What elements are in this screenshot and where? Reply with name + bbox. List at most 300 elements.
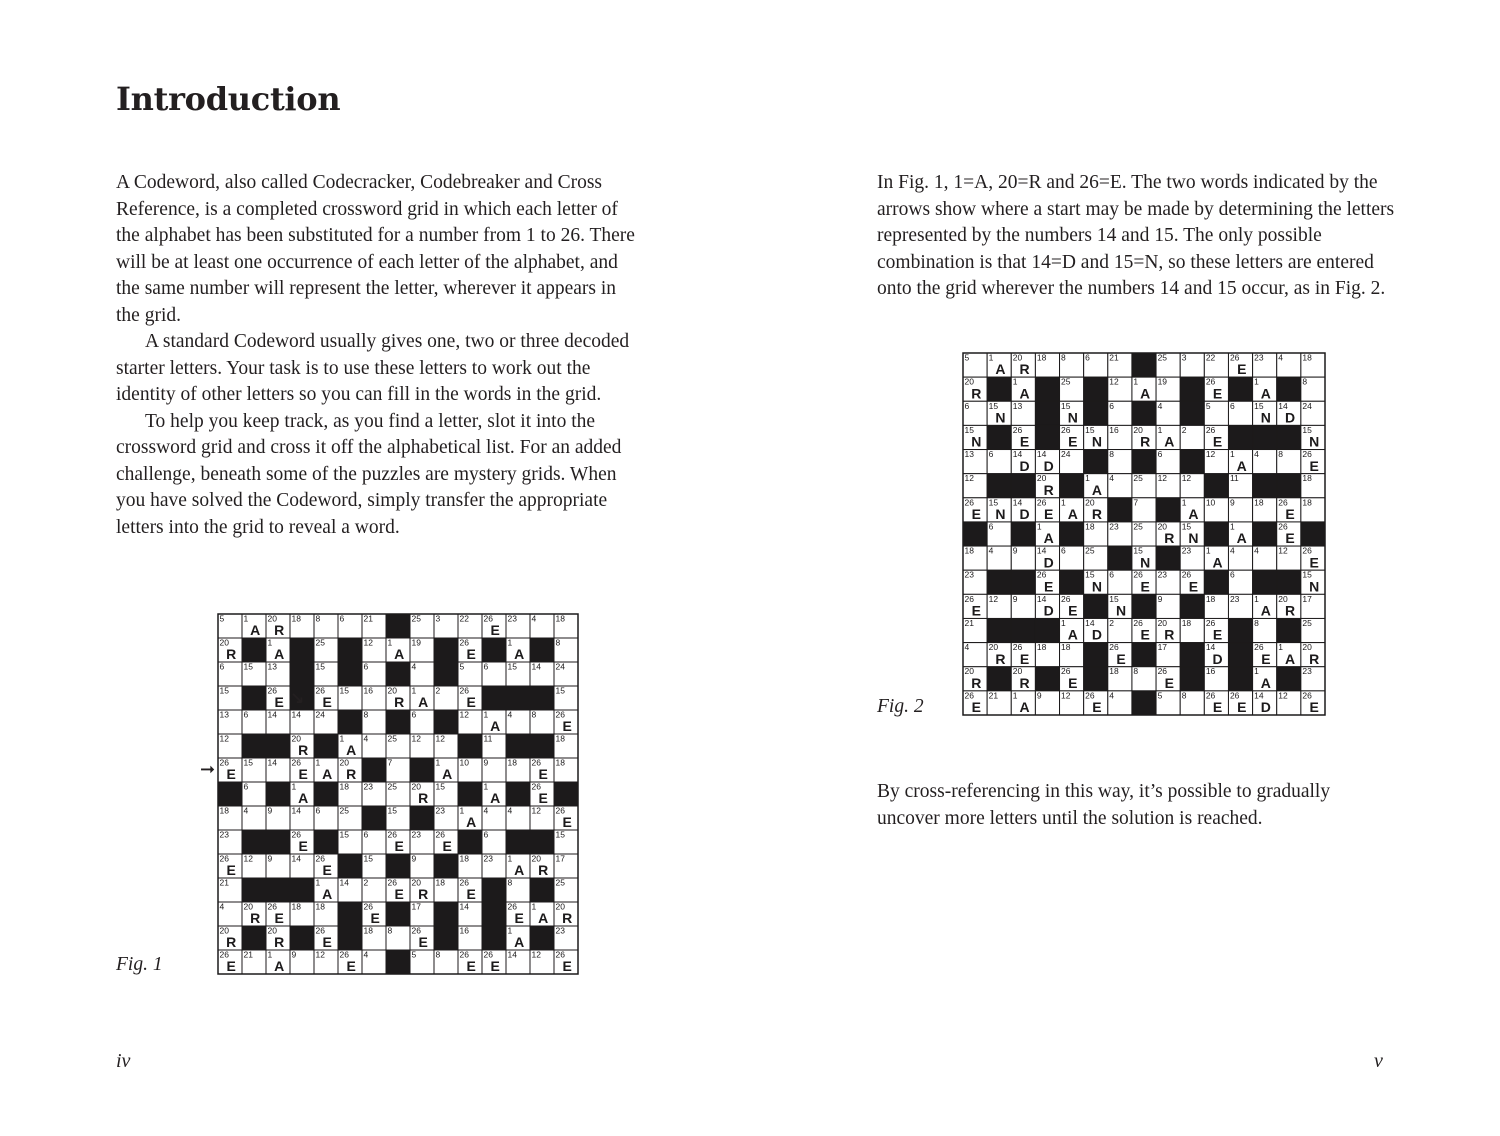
fig1-cell-number: 26 <box>267 901 277 912</box>
fig2-cell-letter: A <box>1019 385 1030 402</box>
fig1-cell-number: 17 <box>411 901 421 912</box>
fig1-cell-number: 23 <box>411 829 421 840</box>
fig2-cell-letter: R <box>1309 650 1320 667</box>
fig1-black-cell <box>290 878 314 902</box>
fig1-black-cell <box>242 686 266 710</box>
fig2-black-cell <box>1253 522 1277 546</box>
fig1-black-cell <box>530 926 554 950</box>
fig2-black-cell <box>987 667 1011 691</box>
fig2-cell-number: 20 <box>1302 642 1312 653</box>
fig2-cell-number: 18 <box>1085 521 1095 532</box>
fig1-cell-number: 26 <box>459 685 469 696</box>
fig1-cell-letter: E <box>490 622 500 639</box>
fig1-cell-number: 8 <box>387 925 393 936</box>
fig1-cell-number: 6 <box>363 661 369 672</box>
fig1-cell-number: 15 <box>387 805 397 816</box>
fig2-cell-letter: A <box>1212 554 1223 571</box>
fig2-black-cell <box>1011 618 1035 642</box>
fig1-cell-number: 21 <box>363 613 373 624</box>
fig1-cell-number: 15 <box>555 685 565 696</box>
fig1-cell-letter: A <box>274 958 285 975</box>
fig2-cell-letter: A <box>1043 530 1054 547</box>
fig2-black-cell <box>987 570 1011 594</box>
fig2-cell-number: 26 <box>1302 690 1312 701</box>
fig2-cell-letter: E <box>1068 602 1078 619</box>
fig1-cell-number: 25 <box>387 733 397 744</box>
fig1-cell-number: 4 <box>411 661 417 672</box>
fig1-black-cell <box>218 782 242 806</box>
fig2-cell-number: 15 <box>1085 569 1095 580</box>
fig2-cell-number: 26 <box>1254 642 1264 653</box>
fig1-cell-letter: A <box>514 646 525 663</box>
fig2-cell-number: 5 <box>964 352 970 363</box>
fig1-cell-number: 18 <box>555 613 565 624</box>
fig1-cell-number: 18 <box>363 925 373 936</box>
fig2-black-cell <box>1084 667 1108 691</box>
fig2-cell-letter: E <box>1044 506 1054 523</box>
fig1-cell-number: 18 <box>459 853 469 864</box>
fig2-label: Fig. 2 <box>877 696 924 717</box>
fig2-black-cell <box>1180 594 1204 618</box>
fig2-cell-number: 25 <box>1133 521 1143 532</box>
fig1-black-cell <box>362 758 386 782</box>
fig1-cell-number: 25 <box>315 637 325 648</box>
fig1-cell-number: 21 <box>219 877 229 888</box>
fig2-cell-number: 3 <box>1181 352 1187 363</box>
fig2-black-cell <box>1277 618 1301 642</box>
fig2-cell-number: 26 <box>1036 569 1047 580</box>
fig1-cell-number: 26 <box>219 853 229 864</box>
fig1-label: Fig. 1 <box>116 954 163 975</box>
fig1-cell-number: 9 <box>267 805 273 816</box>
fig2-cell-number: 4 <box>964 642 970 653</box>
fig1-black-cell <box>338 926 362 950</box>
fig1-cell-number: 12 <box>243 853 253 864</box>
fig2-cell-letter: E <box>1164 674 1175 691</box>
fig1-cell-number: 26 <box>291 829 301 840</box>
fig2-cell-number: 15 <box>1109 593 1119 604</box>
fig1-cell-number: 15 <box>339 829 349 840</box>
fig1-cell-letter: E <box>370 910 380 927</box>
fig2-cell-number: 20 <box>1085 497 1095 508</box>
fig1-cell-number: 12 <box>411 733 421 744</box>
fig1-cell-number: 12 <box>435 733 445 744</box>
fig2-cell-number: 18 <box>1302 497 1312 508</box>
fig2-black-cell <box>1228 643 1252 667</box>
fig2-cell-number: 26 <box>1012 642 1023 653</box>
fig2-black-cell <box>1277 570 1301 594</box>
fig2-cell-number: 18 <box>964 545 974 556</box>
fig1-cell-number: 1 <box>243 613 249 624</box>
fig1-cell-number: 18 <box>315 901 325 912</box>
fig2-black-cell <box>1204 570 1228 594</box>
fig2-cell-number: 1 <box>1229 449 1235 460</box>
fig1-black-cell <box>386 854 410 878</box>
fig2-cell-number: 23 <box>1181 545 1192 556</box>
fig2-cell-number: 26 <box>1205 424 1216 435</box>
fig2-cell-number: 26 <box>1181 569 1192 580</box>
fig2-cell-number: 26 <box>1157 666 1168 677</box>
fig2-cell-number: 25 <box>1157 352 1168 363</box>
fig2-black-cell <box>1228 377 1252 401</box>
fig1-cell-letter: A <box>514 934 525 951</box>
fig2-cell-number: 14 <box>1205 642 1216 653</box>
fig1-black-cell <box>506 830 530 854</box>
fig2-cell-number: 16 <box>1205 666 1216 677</box>
fig2-cell-letter: N <box>995 506 1006 523</box>
fig2-cell-number: 1 <box>1133 376 1139 387</box>
fig1-black-cell <box>386 710 410 734</box>
fig1-cell-letter: R <box>298 742 309 759</box>
fig1-cell-letter: A <box>394 646 405 663</box>
fig2-black-cell <box>1277 474 1301 498</box>
fig2-cell-number: 20 <box>1036 473 1047 484</box>
fig2-cell-number: 15 <box>1254 400 1264 411</box>
fig1-cell-letter: R <box>394 694 405 711</box>
fig2-black-cell <box>1035 425 1059 449</box>
fig2-cell-number: 26 <box>1278 521 1288 532</box>
fig2-cell-letter: N <box>1091 433 1103 450</box>
fig1-cell-number: 20 <box>387 685 397 696</box>
fig2-cell-number: 12 <box>1205 449 1216 460</box>
fig2-cell-letter: E <box>971 699 981 716</box>
fig1-black-cell <box>434 902 458 926</box>
fig2-cell-number: 23 <box>1109 521 1119 532</box>
fig1-black-cell <box>266 782 290 806</box>
fig1-black-cell <box>338 710 362 734</box>
fig1-cell-number: 1 <box>267 637 273 648</box>
fig1-black-cell <box>434 638 458 662</box>
fig1-cell-number: 6 <box>243 781 249 792</box>
fig2-cell-letter: A <box>1091 481 1103 498</box>
fig1-cell-letter: R <box>274 622 285 639</box>
fig1-cell-letter: E <box>418 934 428 951</box>
fig1-cell-number: 5 <box>459 661 465 672</box>
fig2-cell-letter: E <box>1188 578 1199 595</box>
fig2-cell-letter: R <box>995 650 1006 667</box>
fig1-cell-number: 23 <box>507 613 517 624</box>
fig2-cell-letter: A <box>1236 530 1247 547</box>
fig1-cell-number: 14 <box>531 661 541 672</box>
fig2-cell-number: 20 <box>964 376 974 387</box>
fig2-cell-letter: A <box>995 361 1006 378</box>
fig1-black-cell <box>386 614 410 638</box>
fig1-black-cell <box>530 638 554 662</box>
fig2-cell-number: 6 <box>1061 545 1066 556</box>
fig2-cell-number: 1 <box>1012 376 1018 387</box>
fig2-cell-number: 20 <box>1278 593 1288 604</box>
fig1-cell-number: 12 <box>363 637 373 648</box>
fig1-cell-number: 6 <box>363 829 369 840</box>
fig2-cell-number: 12 <box>1157 473 1168 484</box>
fig1-black-cell <box>434 710 458 734</box>
fig2-black-cell <box>1108 498 1132 522</box>
fig2-black-cell <box>1108 546 1132 570</box>
fig2-cell-number: 25 <box>1085 545 1095 556</box>
fig2-cell-number: 18 <box>1036 352 1047 363</box>
fig2-cell-number: 12 <box>1278 690 1288 701</box>
fig1-black-cell <box>338 638 362 662</box>
fig1-cell-number: 1 <box>387 637 393 648</box>
fig2-cell-letter: A <box>1284 650 1296 667</box>
fig1-cell-number: 15 <box>435 781 445 792</box>
fig1-cell-number: 22 <box>459 613 469 624</box>
fig2-cell-number: 8 <box>1254 617 1259 628</box>
fig2-black-cell <box>1011 474 1035 498</box>
fig1-cell-letter: E <box>538 790 548 807</box>
fig2-cell-letter: E <box>1068 433 1078 450</box>
fig2-cell-letter: E <box>1237 699 1247 716</box>
fig1-cell-number: 9 <box>291 949 297 960</box>
fig2-cell-letter: A <box>1236 457 1247 474</box>
fig2-cell-number: 6 <box>988 521 994 532</box>
fig2-cell-number: 8 <box>1181 690 1187 701</box>
intro-left-column <box>116 170 636 541</box>
fig2-cell-number: 8 <box>1061 352 1066 363</box>
fig2-black-cell <box>1156 546 1180 570</box>
fig1-black-cell <box>410 806 434 830</box>
fig2-cell-number: 5 <box>1205 400 1211 411</box>
fig2-black-cell <box>1084 643 1108 667</box>
fig2-cell-number: 15 <box>1181 521 1192 532</box>
fig2-cell-letter: E <box>1285 506 1295 523</box>
fig2-cell-number: 1 <box>1061 617 1066 628</box>
fig2-cell-number: 8 <box>1302 376 1308 387</box>
fig1-black-cell <box>482 926 506 950</box>
fig1-cell-number: 9 <box>411 853 417 864</box>
fig1-black-cell <box>386 950 410 974</box>
fig1-cell-number: 20 <box>531 853 541 864</box>
fig1-cell-number: 23 <box>363 781 373 792</box>
fig1-black-cell <box>242 734 266 758</box>
fig1-cell-number: 18 <box>291 613 301 624</box>
fig2-cell-letter: R <box>1284 602 1296 619</box>
fig1-cell-letter: E <box>394 886 404 903</box>
fig1-black-cell <box>338 662 362 686</box>
fig1-cell-number: 25 <box>411 613 421 624</box>
fig2-cell-number: 6 <box>1229 569 1235 580</box>
fig2-cell-number: 14 <box>1278 400 1288 411</box>
fig2-cell-number: 4 <box>1109 690 1115 701</box>
fig1-cell-number: 10 <box>459 757 469 768</box>
fig2-cell-letter: E <box>971 506 981 523</box>
fig1-black-cell <box>506 686 530 710</box>
fig1-cell-letter: E <box>226 862 236 879</box>
fig2-cell-letter: D <box>1043 554 1054 571</box>
fig2-cell-number: 12 <box>1061 690 1071 701</box>
fig2-cell-number: 1 <box>1254 593 1259 604</box>
fig2-cell-number: 1 <box>1181 497 1187 508</box>
fig1-cell-number: 20 <box>291 733 301 744</box>
fig1-cell-number: 14 <box>267 709 277 720</box>
fig2-cell-number: 14 <box>1085 617 1095 628</box>
fig1-cell-number: 4 <box>243 805 249 816</box>
fig2-cell-letter: N <box>1067 409 1078 426</box>
fig2-cell-number: 23 <box>1157 569 1168 580</box>
fig1-cell-number: 26 <box>531 757 541 768</box>
fig2-cell-number: 14 <box>1036 545 1047 556</box>
fig2-cell-number: 8 <box>1278 449 1283 460</box>
fig1-cell-number: 12 <box>315 949 325 960</box>
fig2-black-cell <box>1084 594 1108 618</box>
fig2-cell-number: 12 <box>1109 376 1119 387</box>
fig1-cell-number: 4 <box>219 901 225 912</box>
fig2-cell-letter: E <box>1309 699 1319 716</box>
fig2-black-cell <box>1035 667 1059 691</box>
fig2-black-cell <box>1132 353 1156 377</box>
fig1-black-cell <box>386 662 410 686</box>
fig2-cell-number: 20 <box>1012 352 1023 363</box>
fig1-cell-letter: R <box>562 910 573 927</box>
fig2-black-cell <box>1060 474 1084 498</box>
fig2-cell-number: 8 <box>1133 666 1139 677</box>
fig2-cell-letter: A <box>1260 385 1271 402</box>
fig2-cell-number: 6 <box>988 449 994 460</box>
fig1-cell-number: 18 <box>435 877 445 888</box>
fig2-black-cell <box>1253 425 1277 449</box>
fig2-cell-number: 23 <box>1302 666 1312 677</box>
fig1-column-arrow-icon: ↘ <box>290 689 305 709</box>
fig2-cell-number: 2 <box>1181 424 1187 435</box>
fig2-black-cell <box>1301 522 1325 546</box>
fig1-cell-letter: A <box>538 910 549 927</box>
page-title: Introduction <box>116 80 341 118</box>
fig1-cell-number: 26 <box>555 949 565 960</box>
fig1-row-arrow-icon: ➞ <box>200 759 216 780</box>
fig2-cell-letter: R <box>1091 506 1103 523</box>
fig1-cell-number: 4 <box>363 733 369 744</box>
fig2-black-cell <box>1035 618 1059 642</box>
fig1-cell-number: 26 <box>387 829 397 840</box>
fig1-cell-number: 21 <box>243 949 253 960</box>
fig1-cell-letter: E <box>322 694 332 711</box>
fig1-cell-number: 12 <box>531 949 541 960</box>
fig1-cell-letter: E <box>394 838 404 855</box>
fig1-cell-number: 20 <box>411 877 421 888</box>
fig1-black-cell <box>242 638 266 662</box>
fig1-cell-number: 15 <box>339 685 349 696</box>
fig1-cell-number: 26 <box>459 949 469 960</box>
fig1-cell-number: 8 <box>315 613 321 624</box>
fig1-cell-number: 1 <box>291 781 297 792</box>
fig2-cell-number: 16 <box>1109 424 1119 435</box>
fig2-cell-number: 1 <box>1012 690 1018 701</box>
fig2-cell-number: 21 <box>1109 352 1119 363</box>
intro-paragraph-3: To help you keep track, as you find a letter, slot it into the crossword grid and cross it off the alphabetical list. For an added challenge, beneath some of the puzzles are mystery grids. When you have solved the Codeword, simply transfer the appropriate letters into the grid to reveal a word. <box>116 410 622 538</box>
fig1-cell-letter: A <box>298 790 309 807</box>
fig2-cell-number: 1 <box>1254 666 1259 677</box>
fig1-cell-number: 14 <box>339 877 349 888</box>
fig1-cell-number: 15 <box>507 661 517 672</box>
fig2-cell-number: 26 <box>1036 497 1047 508</box>
fig1-cell-number: 26 <box>459 637 469 648</box>
fig1-cell-number: 20 <box>267 613 277 624</box>
fig2-cell-number: 26 <box>1109 642 1119 653</box>
fig1-black-cell <box>434 926 458 950</box>
fig2-cell-number: 26 <box>1229 690 1240 701</box>
fig2-cell-letter: N <box>1260 409 1271 426</box>
fig1-cell-number: 9 <box>483 757 489 768</box>
fig1-cell-number: 13 <box>219 709 229 720</box>
fig2-cell-number: 4 <box>1278 352 1283 363</box>
fig2-cell-number: 15 <box>1133 545 1143 556</box>
intro-paragraph-1: A Codeword, also called Codecracker, Codebreaker and Cross Reference, is a completed crossword grid in which each letter of the alphabet has been substituted for a number from 1 to 26. There will be at least one occurrence of each letter of the alphabet, and the same number will represent the letter, wherever it appears in the grid. <box>116 172 635 326</box>
fig1-cell-number: 15 <box>555 829 565 840</box>
fig1-cell-number: 3 <box>435 613 441 624</box>
fig2-cell-letter: E <box>1140 578 1150 595</box>
fig2-cell-number: 15 <box>988 400 999 411</box>
fig2-cell-letter: E <box>1044 578 1054 595</box>
fig1-cell-number: 8 <box>531 709 537 720</box>
fig2-cell-letter: E <box>1212 626 1223 643</box>
fig1-black-cell <box>434 854 458 878</box>
fig1-cell-letter: E <box>490 958 500 975</box>
fig2-black-cell <box>1156 498 1180 522</box>
fig2-cell-letter: E <box>1212 385 1223 402</box>
fig1-black-cell <box>530 734 554 758</box>
fig1-black-cell <box>530 878 554 902</box>
fig2-cell-letter: D <box>1019 506 1030 523</box>
fig1-black-cell <box>506 782 530 806</box>
fig2-cell-number: 26 <box>1061 593 1071 604</box>
fig2-black-cell <box>1084 401 1108 425</box>
fig2-cell-number: 12 <box>1181 473 1192 484</box>
fig1-cell-letter: A <box>490 790 501 807</box>
fig2-cell-number: 15 <box>1302 424 1312 435</box>
fig1-black-cell <box>338 854 362 878</box>
fig2-black-cell <box>963 522 987 546</box>
fig1-cell-letter: E <box>298 838 308 855</box>
fig1-cell-number: 12 <box>531 805 541 816</box>
fig2-cell-letter: A <box>1260 674 1271 691</box>
fig1-cell-letter: E <box>538 766 548 783</box>
fig1-cell-number: 26 <box>459 877 469 888</box>
fig2-cell-letter: A <box>1140 385 1151 402</box>
fig2-black-cell <box>1253 570 1277 594</box>
fig1-cell-number: 17 <box>555 853 565 864</box>
fig1-cell-number: 15 <box>243 757 253 768</box>
fig1-cell-number: 26 <box>531 781 541 792</box>
fig1-cell-letter: R <box>250 910 261 927</box>
fig1-cell-letter: E <box>226 958 236 975</box>
fig1-cell-letter: A <box>442 766 453 783</box>
fig2-cell-number: 4 <box>1229 545 1235 556</box>
fig1-black-cell <box>554 782 578 806</box>
fig1-cell-number: 26 <box>387 877 397 888</box>
fig2-cell-letter: E <box>1212 433 1223 450</box>
fig1-cell-number: 14 <box>267 757 277 768</box>
fig1-cell-number: 1 <box>507 637 513 648</box>
fig1-cell-number: 23 <box>555 925 565 936</box>
fig2-cell-number: 26 <box>1133 569 1143 580</box>
fig2-cell-number: 20 <box>1012 666 1023 677</box>
intro-right-column <box>877 170 1397 303</box>
fig2-cell-number: 26 <box>1205 690 1216 701</box>
fig1-cell-number: 16 <box>363 685 373 696</box>
fig2-cell-number: 13 <box>964 449 974 460</box>
fig1-cell-letter: E <box>562 718 572 735</box>
fig1-cell-number: 12 <box>459 709 469 720</box>
fig2-cell-number: 24 <box>1061 449 1071 460</box>
fig1-cell-number: 26 <box>483 613 493 624</box>
fig1-cell-number: 14 <box>459 901 469 912</box>
fig2-black-cell <box>1277 377 1301 401</box>
fig2-cell-number: 26 <box>964 497 974 508</box>
fig1-black-cell <box>410 758 434 782</box>
fig2-cell-number: 1 <box>1278 642 1283 653</box>
fig2-cell-letter: A <box>1019 699 1030 716</box>
fig2-black-cell <box>1060 570 1084 594</box>
